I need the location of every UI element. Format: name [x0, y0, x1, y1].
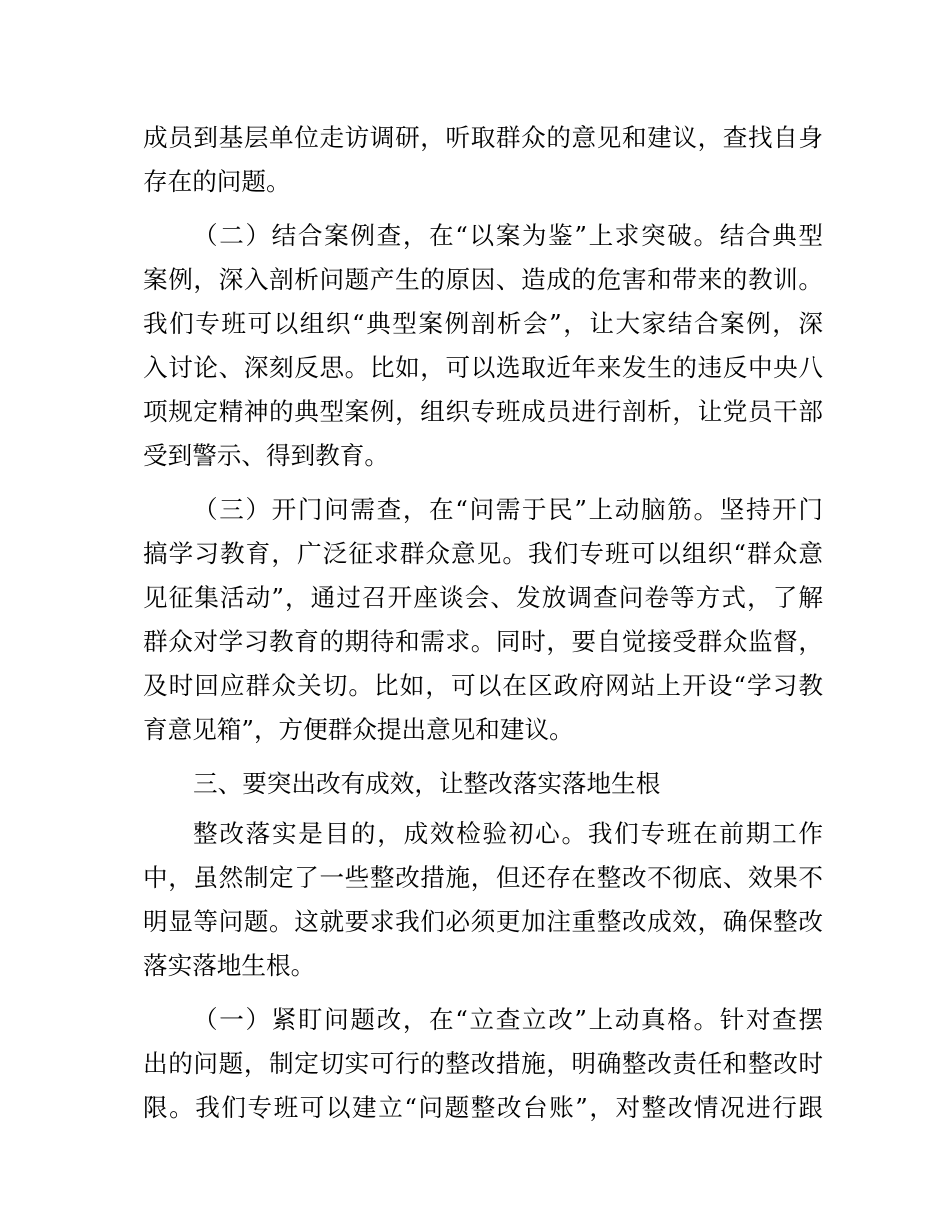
text-line: （一）紧盯问题改，在“立查立改”上动真格。针对查摆 [193, 1005, 823, 1034]
section-heading: 三、要突出改有成效，让整改落实落地生根 [193, 769, 661, 798]
text-line: 项规定精神的典型案例，组织专班成员进行剖析，让党员干部 [143, 397, 823, 426]
text-line: （二）结合案例查，在“以案为鉴”上求突破。结合典型 [193, 221, 823, 250]
text-line: 出的问题，制定切实可行的整改措施，明确整改责任和整改时 [143, 1049, 823, 1078]
text-line: 搞学习教育，广泛征求群众意见。我们专班可以组织“群众意 [143, 539, 823, 568]
text-line: 入讨论、深刻反思。比如，可以选取近年来发生的违反中央八 [143, 353, 823, 382]
text-line: 明显等问题。这就要求我们必须更加注重整改成效，确保整改 [143, 907, 823, 936]
text-line: 受到警示、得到教育。 [143, 441, 389, 470]
text-line: 及时回应群众关切。比如，可以在区政府网站上开设“学习教 [143, 671, 823, 700]
text-line: 限。我们专班可以建立“问题整改台账”，对整改情况进行跟 [143, 1093, 823, 1122]
text-line: 我们专班可以组织“典型案例剖析会”，让大家结合案例，深 [143, 309, 823, 338]
text-line: 落实落地生根。 [143, 951, 316, 980]
text-line: 案例，深入剖析问题产生的原因、造成的危害和带来的教训。 [143, 265, 823, 294]
text-line: 见征集活动”，通过召开座谈会、发放调查问卷等方式，了解 [143, 583, 823, 612]
text-line: 整改落实是目的，成效检验初心。我们专班在前期工作 [193, 819, 823, 848]
text-line: 中，虽然制定了一些整改措施，但还存在整改不彻底、效果不 [143, 863, 823, 892]
text-line: 成员到基层单位走访调研，听取群众的意见和建议，查找自身 [143, 123, 823, 152]
text-line: （三）开门问需查，在“问需于民”上动脑筋。坚持开门 [193, 495, 823, 524]
text-line: 群众对学习教育的期待和需求。同时，要自觉接受群众监督， [143, 627, 823, 656]
text-line: 存在的问题。 [143, 167, 291, 196]
text-line: 育意见箱”，方便群众提出意见和建议。 [143, 715, 574, 744]
